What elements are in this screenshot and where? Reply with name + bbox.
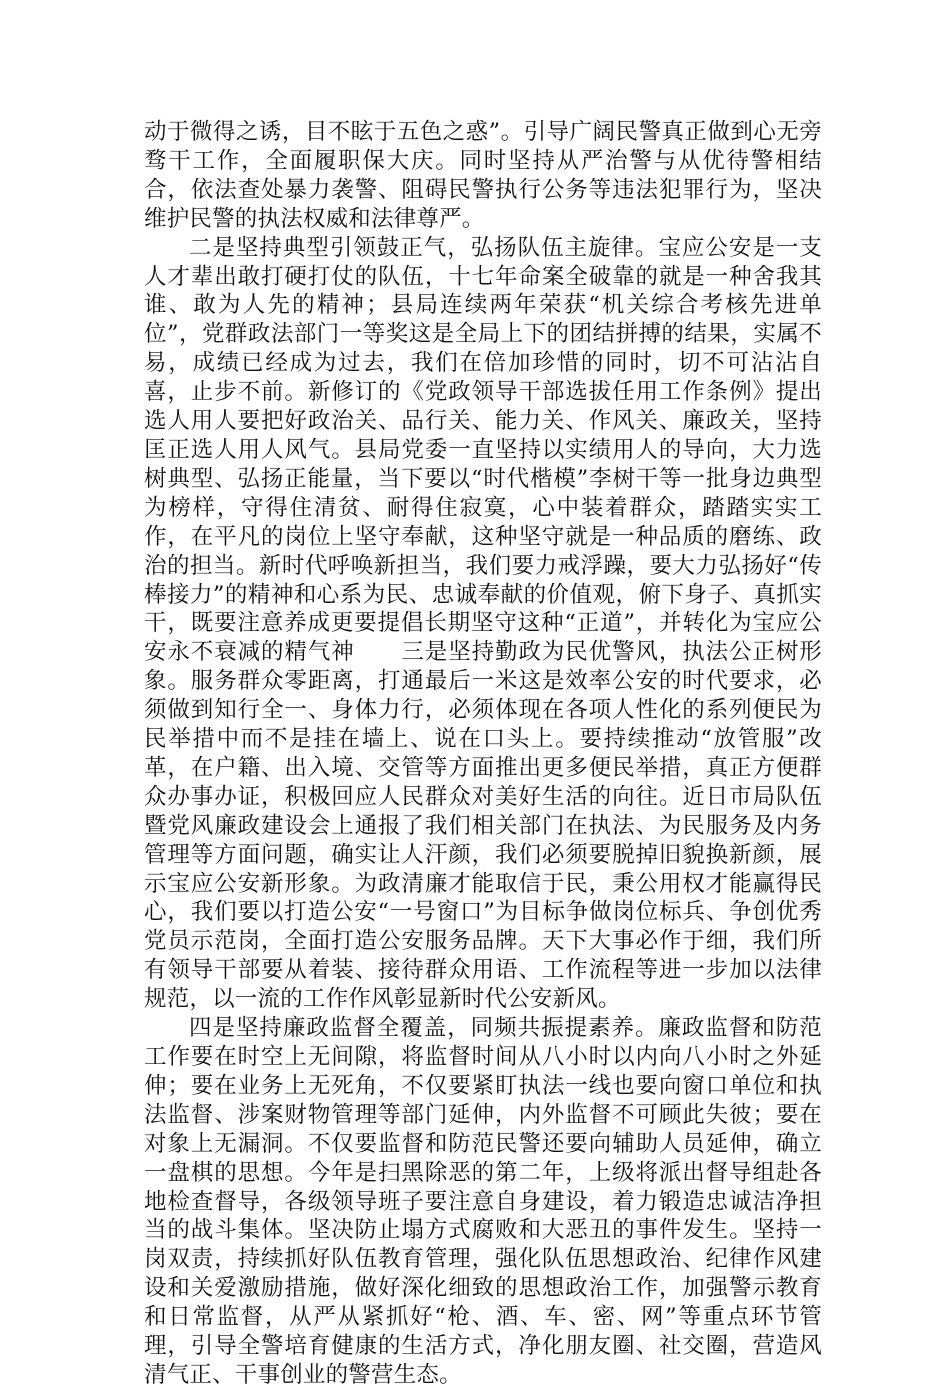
document-body	[144, 118, 822, 1390]
paragraph-typical-models: 二是坚持典型引领鼓正气，弘扬队伍主旋律。宝应公安是一支人才辈出敢打硬打仗的队伍，十七年命案全破靠的就是一种舍我其谁、敢为人先的精神；县局连续两年荣获“机关综合考核先进单位”，党群政法部门一等奖这是全局上下的团结拼搏的结果，实属不易，成绩已经成为过去，我们在倍加珍惜的同时，切不可沾沾自喜，止步不前。新修订的《党政领导干部选拔任用工作条例》提出选人用人要把好政治关、品行关、能力关、作风关、廉政关，坚持匡正选人用人风气。县局党委一直坚持以实绩用人的导向，大力选树典型、弘扬正能量，当下要以“时代楷模”李树干等一批身边典型为榜样，守得住清贫、耐得住寂寞，心中装着群众，踏踏实实工作，在平凡的岗位上坚守奉献，这种坚守就是一种品质的磨练、政治的担当。新时代呼唤新担当，我们要力戒浮躁，要大力弘扬好“传棒接力”的精神和心系为民、忠诚奉献的价值观，俯下身子、真抓实干，既要注意养成更要提倡长期坚守这种“正道”，并转化为宝应公安永不衰减的精气神 三是坚持勤政为民优警风，执法公正树形象。服务群众零距离，打通最后一米这是效率公安的时代要求，必须做到知行全一、身体力行，必须体现在各项人性化的系列便民为民举措中而不是挂在墙上、说在口头上。要持续推动“放管服”改革，在户籍、出入境、交管等方面推出更多便民举措，真正方便群众办事办证，积极回应人民群众对美好生活的向往。近日市局队伍暨党风廉政建设会上通报了我们相关部门在执法、为民服务及内务管理等方面问题，确实让人汗颜，我们必须要脱掉旧貌换新颜，展示宝应公安新形象。为政清廉才能取信于民，秉公用权才能赢得民心，我们要以打造公安“一号窗口”为目标争做岗位标兵、争创优秀党员示范岗，全面打造公安服务品牌。天下大事必作于细，我们所有领导干部要从着装、接待群众用语、工作流程等进一步加以法律规范，以一流的工作作风彰显新时代公安新风。	[144, 234, 822, 1013]
paragraph-continuation: 动于微得之诱，目不眩于五色之惑”。引导广阔民警真正做到心无旁骛干工作，全面履职保大庆。同时坚持从严治警与从优待警相结合，依法查处暴力袭警、阻碍民警执行公务等违法犯罪行为，坚决维护民警的执法权威和法律尊严。	[144, 119, 822, 232]
paragraph-integrity-supervision: 四是坚持廉政监督全覆盖，同频共振提素养。廉政监督和防范工作要在时空上无间隙，将监督时间从八小时以内向八小时之外延伸；要在业务上无死角，不仅要紧盯执法一线也要向窗口单位和执法监督、涉案财物管理等部门延伸，内外监督不可顾此失彼；要在对象上无漏洞。不仅要监督和防范民警还要向辅助人员延伸，确立一盘棋的思想。今年是扫黑除恶的第二年，上级将派出督导组赴各地检查督导，各级领导班子要注意自身建设，着力锻造忠诚洁净担当的战斗集体。坚决防止塌方式腐败和大恶丑的事件发生。坚持一岗双责，持续抓好队伍教育管理，强化队伍思想政治、纪律作风建设和关爱激励措施，做好深化细致的思想政治工作，加强警示教育和日常监督，从严从紧抓好“枪、酒、车、密、网”等重点环节管理，引导全警培育健康的生活方式，净化朋友圈、社交圈，营造风清气正、干事创业的警营生态。	[144, 1015, 822, 1388]
